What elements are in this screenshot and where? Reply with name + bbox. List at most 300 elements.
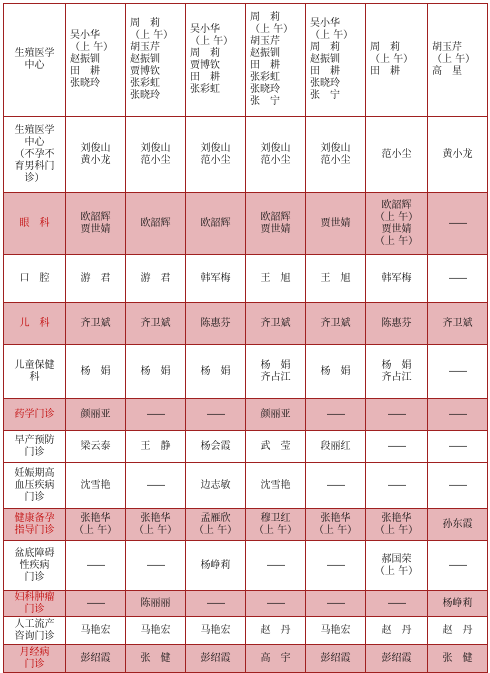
clinic-schedule-table: [3, 3, 488, 673]
department-name-line: 儿 科: [19, 317, 50, 329]
doctor-cell: [366, 591, 428, 617]
doctor-name: 刘俊山: [80, 142, 111, 154]
schedule-row: [4, 117, 488, 193]
doctor-name: 刘俊山: [260, 142, 291, 154]
doctor-name: 胡玉芹: [432, 42, 462, 53]
department-cell: [4, 255, 66, 303]
department-cell: [4, 431, 66, 463]
doctor-name: 黄小龙: [80, 154, 111, 166]
doctor-name: 高 星: [432, 66, 462, 77]
doctor-name: 胡玉芹: [250, 36, 280, 47]
doctor-name: 张彩虹: [130, 78, 160, 89]
doctor-name: 张 宁: [250, 96, 280, 107]
doctor-name: （上 午）: [250, 24, 294, 35]
doctor-name: （上 午）: [70, 42, 114, 53]
doctor-cell: [306, 255, 366, 303]
department-name-line: 门诊: [24, 658, 45, 670]
department-name-line: 诊）: [24, 172, 45, 184]
doctor-cell: [66, 509, 126, 541]
doctor-cell: [246, 255, 306, 303]
doctor-cell: [66, 591, 126, 617]
department-name-line: 盆底障碍: [14, 547, 55, 559]
doctor-cell: [366, 617, 428, 645]
department-name-line: 血压疾病: [14, 479, 55, 491]
doctor-name: 刘俊山: [320, 142, 351, 154]
doctor-name: 杨 娟: [260, 359, 291, 371]
doctor-name: 贾世婧: [260, 223, 291, 235]
department-cell: [4, 645, 66, 673]
department-name-line: 门诊: [24, 491, 45, 503]
no-clinic-dash: ——: [448, 408, 467, 420]
doctor-name: 杨 娟: [381, 359, 412, 371]
doctor-name: 田 耕: [250, 60, 280, 71]
no-clinic-dash: ——: [86, 597, 105, 609]
department-name-line: 门诊: [24, 603, 45, 615]
doctor-cell: [246, 193, 306, 255]
doctor-name: （上 午）: [432, 54, 476, 65]
doctor-name: 刘俊山: [140, 142, 171, 154]
schedule-row: [4, 399, 488, 431]
no-clinic-dash: ——: [387, 440, 406, 452]
doctor-name: 欧韶辉: [381, 199, 412, 211]
no-clinic-dash: ——: [266, 559, 285, 571]
doctor-name: 齐占江: [381, 371, 412, 383]
doctor-cell: [66, 193, 126, 255]
doctor-name: 陈惠芬: [381, 317, 412, 329]
no-clinic-dash: ——: [448, 365, 467, 377]
doctor-name: 武 莹: [260, 440, 291, 452]
doctor-cell: [428, 617, 488, 645]
doctor-cell: [126, 463, 186, 509]
doctor-name: （上 午）: [310, 30, 354, 41]
doctor-name: 韩军梅: [381, 272, 412, 284]
doctor-name: （上 午）: [374, 235, 419, 247]
doctor-name: 吴小华: [190, 24, 220, 35]
doctor-name: 齐卫斌: [442, 317, 473, 329]
doctor-cell: [366, 255, 428, 303]
doctor-cell: [428, 645, 488, 673]
doctor-name: （上 午）: [133, 524, 178, 536]
doctor-name: 张艳华: [381, 512, 412, 524]
doctor-cell: [366, 193, 428, 255]
schedule-row: [4, 4, 488, 117]
doctor-cell: [246, 303, 306, 345]
doctor-name: 贾世婧: [80, 223, 111, 235]
department-cell: [4, 617, 66, 645]
no-clinic-dash: ——: [206, 408, 225, 420]
doctor-cell: [306, 303, 366, 345]
doctor-cell: [246, 463, 306, 509]
doctor-name: （上 午）: [73, 524, 118, 536]
doctor-cell: [366, 399, 428, 431]
doctor-cell: [66, 617, 126, 645]
doctor-cell: [246, 509, 306, 541]
department-cell: [4, 4, 66, 117]
doctor-name: 齐卫斌: [80, 317, 111, 329]
doctor-name: 张晓玲: [310, 78, 340, 89]
department-name-line: 性疾病: [19, 559, 50, 571]
department-cell: [4, 591, 66, 617]
doctor-cell: [126, 617, 186, 645]
doctor-cell: [126, 541, 186, 591]
doctor-cell: [186, 463, 246, 509]
doctor-name: （上 午）: [374, 524, 419, 536]
schedule-row: [4, 617, 488, 645]
doctor-name: 马艳宏: [200, 624, 231, 636]
doctor-cell: [66, 541, 126, 591]
doctor-cell: [126, 431, 186, 463]
department-name-line: 健康备孕: [14, 512, 55, 524]
doctor-cell: [186, 193, 246, 255]
no-clinic-dash: ——: [326, 597, 345, 609]
doctor-name: 游 君: [140, 272, 171, 284]
doctor-name: 欧韶辉: [260, 211, 291, 223]
doctor-name: 张艳华: [80, 512, 111, 524]
doctor-name: 周 莉: [310, 42, 340, 53]
doctor-cell: [306, 193, 366, 255]
doctor-name: 马艳宏: [320, 624, 351, 636]
doctor-cell: [246, 541, 306, 591]
no-clinic-dash: ——: [387, 408, 406, 420]
doctor-name: 齐卫斌: [320, 317, 351, 329]
doctor-name: 周 莉: [370, 42, 400, 53]
schedule-row: [4, 193, 488, 255]
doctor-cell: [66, 117, 126, 193]
doctor-cell: [66, 255, 126, 303]
doctor-name: 彭绍霞: [200, 652, 231, 664]
department-cell: [4, 193, 66, 255]
doctor-name: 贾博钦: [190, 60, 220, 71]
doctor-cell: [186, 617, 246, 645]
doctor-cell: [306, 463, 366, 509]
doctor-name: 杨 娟: [80, 365, 111, 377]
doctor-name: 王 旭: [260, 272, 291, 284]
no-clinic-dash: ——: [146, 559, 165, 571]
doctor-name: 范小尘: [140, 154, 171, 166]
doctor-cell: [126, 4, 186, 117]
department-cell: [4, 303, 66, 345]
department-cell: [4, 463, 66, 509]
doctor-cell: [428, 117, 488, 193]
doctor-cell: [428, 255, 488, 303]
schedule-row: [4, 431, 488, 463]
doctor-cell: [66, 463, 126, 509]
doctor-cell: [306, 541, 366, 591]
doctor-cell: [366, 117, 428, 193]
doctor-name: 周 莉: [250, 12, 280, 23]
department-name-line: 科: [29, 371, 40, 383]
doctor-name: 张艳华: [320, 512, 351, 524]
schedule-row: [4, 303, 488, 345]
department-name-line: 口 腔: [19, 272, 50, 284]
doctor-cell: [186, 117, 246, 193]
doctor-name: 张 健: [442, 652, 473, 664]
doctor-cell: [186, 4, 246, 117]
doctor-name: 田 耕: [370, 66, 400, 77]
doctor-cell: [306, 117, 366, 193]
no-clinic-dash: ——: [387, 597, 406, 609]
doctor-cell: [366, 431, 428, 463]
doctor-cell: [66, 431, 126, 463]
department-cell: [4, 509, 66, 541]
doctor-cell: [306, 591, 366, 617]
doctor-name: 欧韶辉: [200, 217, 231, 229]
doctor-cell: [306, 399, 366, 431]
doctor-name: （上 午）: [313, 524, 358, 536]
doctor-cell: [428, 541, 488, 591]
doctor-name: 周 莉: [130, 18, 160, 29]
doctor-name: 杨 娟: [200, 365, 231, 377]
doctor-cell: [186, 345, 246, 399]
department-name-line: 门诊: [24, 446, 45, 458]
department-cell: [4, 117, 66, 193]
doctor-name: 杨 娟: [140, 365, 171, 377]
department-name-line: 育男科门: [14, 160, 55, 172]
doctor-cell: [246, 4, 306, 117]
no-clinic-dash: ——: [326, 408, 345, 420]
doctor-cell: [66, 303, 126, 345]
doctor-name: 贾世婧: [381, 223, 412, 235]
doctor-name: 吴小华: [310, 18, 340, 29]
doctor-name: 欧韶辉: [80, 211, 111, 223]
doctor-cell: [428, 4, 488, 117]
doctor-cell: [186, 303, 246, 345]
doctor-name: 赵 丹: [260, 624, 291, 636]
doctor-name: （上 午）: [374, 211, 419, 223]
department-name-line: 妇科肿瘤: [14, 591, 55, 603]
doctor-cell: [428, 345, 488, 399]
department-name-line: 早产预防: [14, 434, 55, 446]
doctor-name: 范小尘: [320, 154, 351, 166]
doctor-cell: [186, 431, 246, 463]
doctor-name: 张彩虹: [250, 72, 280, 83]
doctor-name: 齐卫斌: [140, 317, 171, 329]
doctor-cell: [366, 645, 428, 673]
schedule-row: [4, 345, 488, 399]
department-cell: [4, 399, 66, 431]
doctor-cell: [428, 509, 488, 541]
doctor-cell: [126, 255, 186, 303]
doctor-name: 沈雪艳: [80, 479, 111, 491]
no-clinic-dash: ——: [206, 597, 225, 609]
department-name-line: 人工流产: [14, 618, 55, 630]
department-name-line: 月经病: [19, 646, 50, 658]
doctor-name: 张晓玲: [250, 84, 280, 95]
doctor-cell: [126, 509, 186, 541]
doctor-name: 陈丽丽: [140, 597, 171, 609]
doctor-name: 郝国荣: [381, 553, 412, 565]
doctor-name: 高 宇: [260, 652, 291, 664]
doctor-cell: [66, 345, 126, 399]
department-cell: [4, 345, 66, 399]
department-name-line: 中心: [24, 136, 45, 148]
doctor-name: 韩军梅: [200, 272, 231, 284]
doctor-cell: [66, 645, 126, 673]
schedule-row: [4, 591, 488, 617]
doctor-cell: [306, 431, 366, 463]
doctor-cell: [428, 431, 488, 463]
no-clinic-dash: ——: [448, 440, 467, 452]
department-name-line: 妊娠期高: [14, 467, 55, 479]
doctor-name: 段丽红: [320, 440, 351, 452]
department-name-line: （不孕不: [14, 148, 55, 160]
no-clinic-dash: ——: [326, 479, 345, 491]
doctor-cell: [186, 645, 246, 673]
doctor-cell: [306, 509, 366, 541]
doctor-name: 赵振钏: [130, 54, 160, 65]
doctor-cell: [428, 399, 488, 431]
doctor-cell: [126, 303, 186, 345]
doctor-cell: [366, 541, 428, 591]
doctor-cell: [126, 345, 186, 399]
doctor-name: 贾博钦: [130, 66, 160, 77]
doctor-cell: [186, 591, 246, 617]
no-clinic-dash: ——: [448, 559, 467, 571]
doctor-name: 杨 娟: [320, 365, 351, 377]
doctor-name: 穆卫红: [260, 512, 291, 524]
doctor-name: 颜丽亚: [260, 408, 291, 420]
doctor-name: 黄小龙: [442, 148, 473, 160]
doctor-cell: [428, 463, 488, 509]
doctor-name: 杨峥莉: [200, 559, 231, 571]
doctor-cell: [246, 431, 306, 463]
doctor-cell: [126, 399, 186, 431]
doctor-cell: [306, 617, 366, 645]
doctor-name: （上 午）: [190, 36, 234, 47]
no-clinic-dash: ——: [448, 217, 467, 229]
doctor-cell: [306, 345, 366, 399]
doctor-cell: [428, 303, 488, 345]
doctor-cell: [246, 399, 306, 431]
doctor-cell: [186, 255, 246, 303]
no-clinic-dash: ——: [146, 479, 165, 491]
doctor-name: 张彩虹: [190, 84, 220, 95]
no-clinic-dash: ——: [387, 479, 406, 491]
doctor-name: （上 午）: [193, 524, 238, 536]
no-clinic-dash: ——: [448, 272, 467, 284]
department-name-line: 生殖医学: [14, 48, 55, 59]
department-name-line: 儿童保健: [14, 359, 55, 371]
doctor-name: 沈雪艳: [260, 479, 291, 491]
doctor-name: 彭绍霞: [381, 652, 412, 664]
schedule-row: [4, 645, 488, 673]
schedule-row: [4, 255, 488, 303]
doctor-name: 赵 丹: [442, 624, 473, 636]
doctor-cell: [246, 591, 306, 617]
doctor-cell: [246, 117, 306, 193]
doctor-name: 彭绍霞: [320, 652, 351, 664]
doctor-name: 赵振钏: [310, 54, 340, 65]
department-cell: [4, 541, 66, 591]
schedule-row: [4, 509, 488, 541]
doctor-cell: [366, 4, 428, 117]
doctor-name: 孙东霞: [442, 518, 473, 530]
department-name-line: 药学门诊: [14, 408, 55, 420]
doctor-cell: [366, 303, 428, 345]
doctor-name: 范小尘: [260, 154, 291, 166]
doctor-cell: [186, 509, 246, 541]
doctor-name: 欧韶辉: [140, 217, 171, 229]
department-name-line: 生殖医学: [14, 124, 55, 136]
schedule-row: [4, 541, 488, 591]
doctor-name: 马艳宏: [80, 624, 111, 636]
doctor-cell: [126, 591, 186, 617]
doctor-name: 贾世婧: [320, 217, 351, 229]
doctor-name: 王 旭: [320, 272, 351, 284]
doctor-name: 张艳华: [140, 512, 171, 524]
doctor-name: 马艳宏: [140, 624, 171, 636]
doctor-name: 王 静: [140, 440, 171, 452]
doctor-cell: [366, 345, 428, 399]
doctor-name: 范小尘: [381, 148, 412, 160]
department-name-line: 中心: [24, 60, 45, 71]
doctor-name: 赵 丹: [381, 624, 412, 636]
doctor-cell: [66, 399, 126, 431]
doctor-cell: [126, 193, 186, 255]
department-name-line: 咨询门诊: [14, 630, 55, 642]
doctor-name: 杨会霞: [200, 440, 231, 452]
doctor-cell: [306, 4, 366, 117]
doctor-name: 张晓玲: [130, 90, 160, 101]
doctor-cell: [246, 645, 306, 673]
doctor-name: 颜丽亚: [80, 408, 111, 420]
no-clinic-dash: ——: [326, 559, 345, 571]
doctor-name: 边志敏: [200, 479, 231, 491]
doctor-cell: [246, 345, 306, 399]
doctor-cell: [366, 463, 428, 509]
doctor-name: 赵振钏: [250, 48, 280, 59]
doctor-name: 胡玉芹: [130, 42, 160, 53]
doctor-cell: [306, 645, 366, 673]
department-name-line: 门诊: [24, 571, 45, 583]
doctor-cell: [246, 617, 306, 645]
doctor-name: 田 耕: [70, 66, 100, 77]
doctor-name: 周 莉: [190, 48, 220, 59]
doctor-cell: [428, 591, 488, 617]
doctor-name: 范小尘: [200, 154, 231, 166]
no-clinic-dash: ——: [448, 479, 467, 491]
doctor-name: 吴小华: [70, 30, 100, 41]
doctor-name: （上 午）: [130, 30, 174, 41]
schedule-row: [4, 463, 488, 509]
doctor-cell: [428, 193, 488, 255]
doctor-cell: [186, 399, 246, 431]
doctor-name: 齐卫斌: [260, 317, 291, 329]
department-name-line: 指导门诊: [14, 524, 55, 536]
doctor-name: 彭绍霞: [80, 652, 111, 664]
doctor-cell: [126, 117, 186, 193]
doctor-name: 陈惠芬: [200, 317, 231, 329]
doctor-name: 杨峥莉: [442, 597, 473, 609]
doctor-name: 张 健: [140, 652, 171, 664]
doctor-name: 赵振钏: [70, 54, 100, 65]
doctor-name: 梁云泰: [80, 440, 111, 452]
doctor-name: （上 午）: [374, 565, 419, 577]
doctor-cell: [186, 541, 246, 591]
doctor-cell: [126, 645, 186, 673]
doctor-name: 田 耕: [310, 66, 340, 77]
doctor-name: （上 午）: [253, 524, 298, 536]
doctor-name: 孟雁欣: [200, 512, 231, 524]
doctor-name: （上 午）: [370, 54, 414, 65]
doctor-name: 张晓玲: [70, 78, 100, 89]
department-name-line: 眼 科: [19, 217, 50, 229]
doctor-name: 田 耕: [190, 72, 220, 83]
no-clinic-dash: ——: [266, 597, 285, 609]
doctor-name: 游 君: [80, 272, 111, 284]
doctor-name: 齐占江: [260, 371, 291, 383]
doctor-cell: [366, 509, 428, 541]
